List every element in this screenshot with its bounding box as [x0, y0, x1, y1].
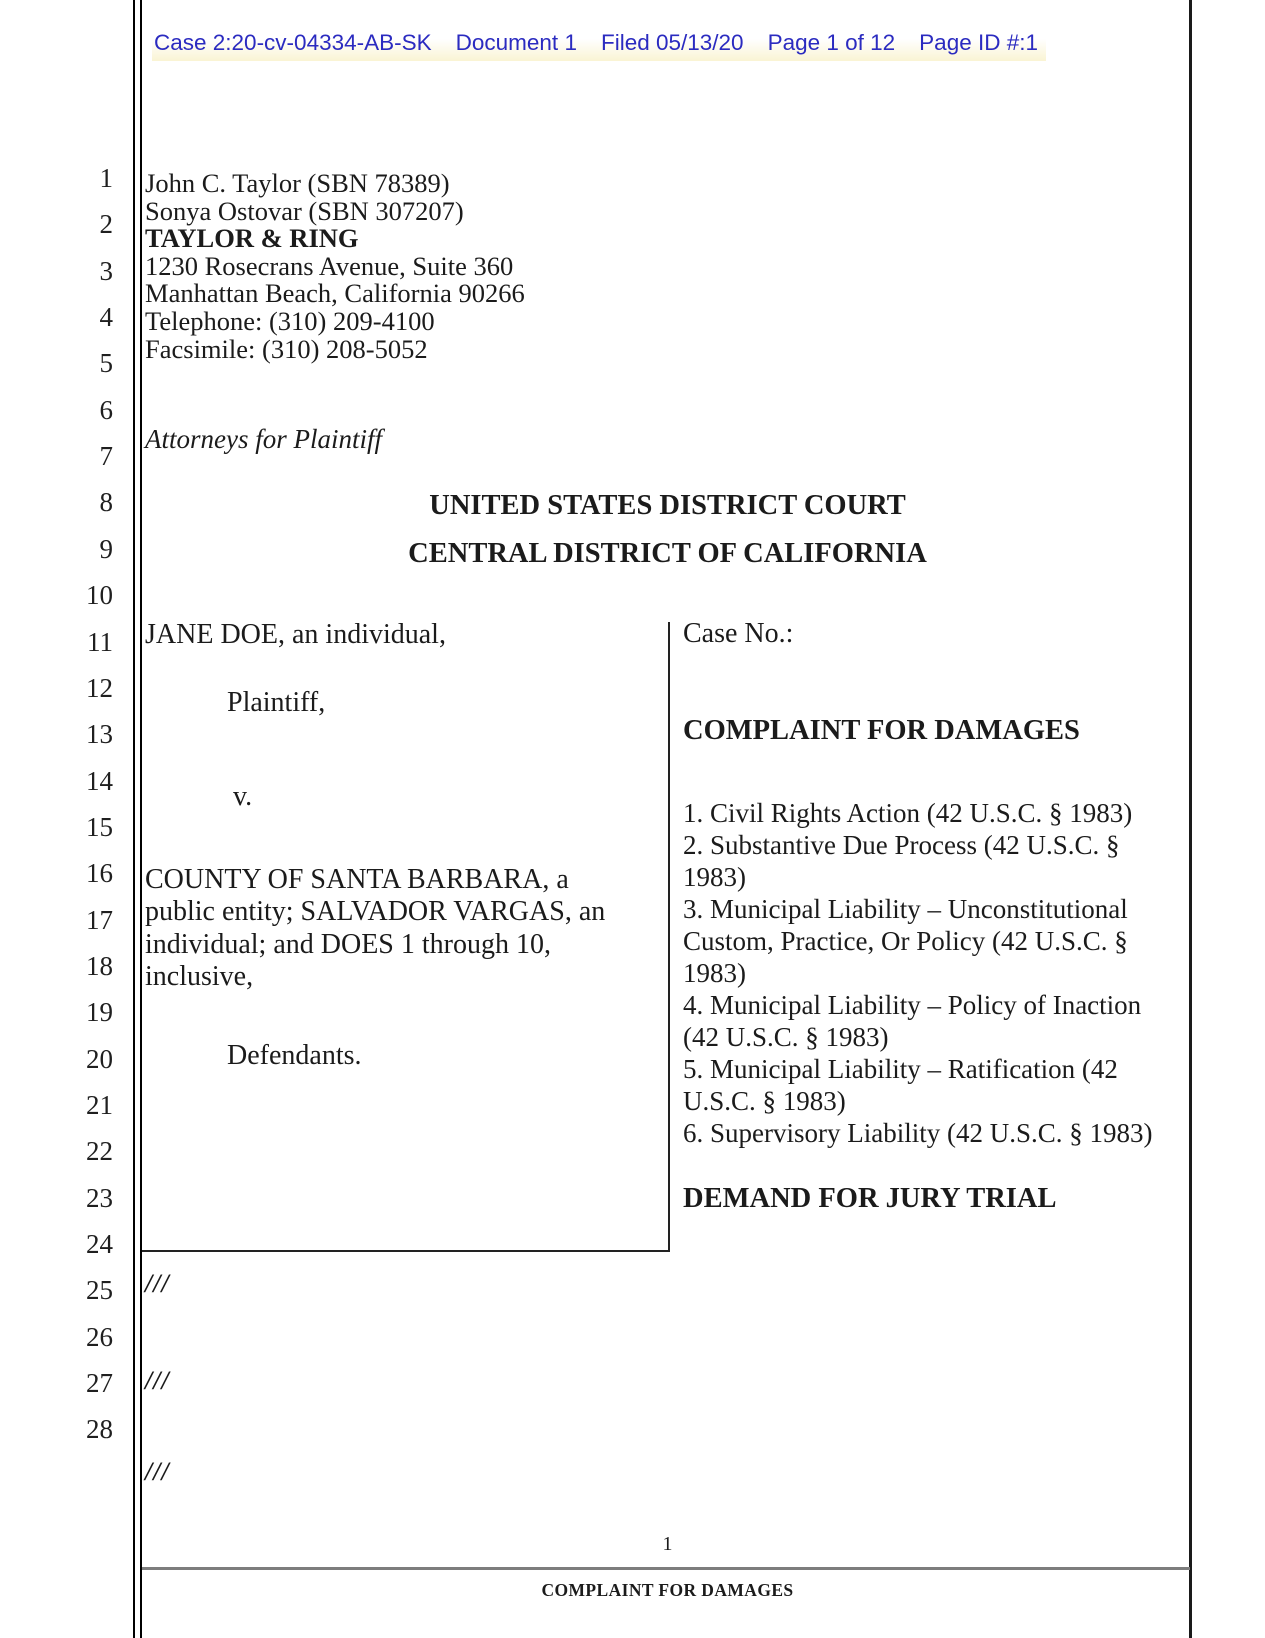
claims-line-8: (42 U.S.C. § 1983): [683, 1022, 889, 1052]
line-number-23: 23: [86, 1182, 113, 1213]
attorney-line-5: Manhattan Beach, California 90266: [145, 278, 525, 309]
claims-list: [683, 797, 1152, 1149]
line-number-7: 7: [99, 441, 113, 472]
attorney-line-2: Sonya Ostovar (SBN 307207): [145, 195, 464, 226]
claims-line-9: 5. Municipal Liability – Ratification (42: [683, 1054, 1118, 1084]
ecf-stamp-header: [152, 27, 1046, 61]
page-number: 1: [662, 1533, 673, 1555]
claims-line-3: 1983): [683, 862, 746, 892]
claims-line-5: Custom, Practice, Or Policy (42 U.S.C. §: [683, 926, 1128, 956]
line-number-column: [40, 0, 113, 1638]
ecf-header-segment-5: Page ID #:1: [919, 30, 1038, 55]
line-number-17: 17: [86, 904, 113, 935]
defendant-line-4: inclusive,: [145, 961, 254, 993]
caption-defendants-label: Defendants.: [227, 1040, 362, 1071]
right-margin-rule: [1189, 0, 1192, 1638]
line-number-26: 26: [86, 1321, 113, 1352]
line-number-24: 24: [86, 1229, 113, 1260]
ecf-header-segment-2: Document 1: [455, 30, 577, 55]
court-district-title: CENTRAL DISTRICT OF CALIFORNIA: [408, 538, 927, 569]
claims-line-11: 6. Supervisory Liability (42 U.S.C. § 1983): [683, 1118, 1153, 1148]
footer-document-title: COMPLAINT FOR DAMAGES: [541, 1580, 794, 1600]
claims-line-2: 2. Substantive Due Process (42 U.S.C. §: [683, 830, 1120, 860]
line-number-16: 16: [86, 858, 113, 889]
ecf-header-segment-3: Filed 05/13/20: [600, 30, 744, 55]
line-number-3: 3: [99, 255, 113, 286]
line-number-20: 20: [86, 1043, 113, 1074]
line-number-12: 12: [86, 672, 113, 703]
line-number-14: 14: [86, 765, 113, 796]
line-number-2: 2: [99, 209, 113, 240]
defendant-line-1: COUNTY OF SANTA BARBARA, a: [145, 864, 569, 895]
left-margin-double-rule: [133, 0, 142, 1638]
attorney-line-3: TAYLOR & RING: [145, 223, 359, 254]
caption-plaintiff-label: Plaintiff,: [227, 687, 326, 718]
caption-plaintiff-name: JANE DOE, an individual,: [145, 619, 446, 650]
line-number-22: 22: [86, 1136, 113, 1167]
attorney-address-block: [145, 170, 525, 363]
line-number-10: 10: [86, 580, 113, 611]
attorney-line-4: 1230 Rosecrans Avenue, Suite 360: [145, 250, 514, 281]
line-number-18: 18: [86, 950, 113, 981]
caption-divider-rule: [668, 622, 670, 1250]
case-number-label: Case No.:: [683, 618, 794, 649]
attorney-line-1: John C. Taylor (SBN 78389): [145, 168, 450, 198]
caption-versus: v.: [233, 781, 253, 812]
line-number-6: 6: [99, 394, 113, 425]
placeholder-slashes-2: ///: [145, 1366, 170, 1395]
line-number-21: 21: [86, 1090, 113, 1120]
footer-rule: [142, 1567, 1190, 1570]
claims-line-7: 4. Municipal Liability – Policy of Inaction: [683, 990, 1142, 1020]
line-number-9: 9: [99, 533, 113, 564]
line-number-25: 25: [86, 1275, 113, 1306]
attorney-line-6: Telephone: (310) 209-4100: [145, 305, 435, 336]
line-number-15: 15: [86, 811, 113, 842]
placeholder-slashes-3: ///: [145, 1457, 170, 1486]
placeholder-slashes-1: ///: [145, 1269, 170, 1298]
defendant-line-3: individual; and DOES 1 through 10,: [145, 928, 551, 960]
court-title: UNITED STATES DISTRICT COURT: [429, 490, 906, 521]
attorney-line-7: Facsimile: (310) 208-5052: [145, 333, 428, 364]
jury-demand-title: DEMAND FOR JURY TRIAL: [683, 1183, 1057, 1214]
claims-line-4: 3. Municipal Liability – Unconstitutional: [683, 894, 1128, 924]
caption-bottom-rule: [142, 1250, 670, 1252]
ecf-header-segment-1: Case 2:20-cv-04334-AB-SK: [154, 30, 432, 55]
line-number-4: 4: [99, 302, 113, 333]
defendant-line-2: public entity; SALVADOR VARGAS, an: [145, 896, 606, 928]
line-number-5: 5: [99, 348, 113, 379]
complaint-title: COMPLAINT FOR DAMAGES: [683, 715, 1080, 746]
caption-defendant-names: [145, 864, 605, 994]
line-number-1: 1: [99, 163, 113, 193]
line-number-27: 27: [86, 1368, 113, 1399]
line-number-28: 28: [86, 1414, 113, 1445]
claims-line-10: U.S.C. § 1983): [683, 1086, 846, 1116]
ecf-header-segment-4: Page 1 of 12: [767, 30, 896, 55]
line-number-8: 8: [99, 487, 113, 518]
attorneys-for-plaintiff-line: Attorneys for Plaintiff: [145, 424, 382, 454]
line-number-13: 13: [86, 719, 113, 750]
claims-line-6: 1983): [683, 958, 746, 988]
line-number-11: 11: [87, 626, 113, 657]
line-number-19: 19: [86, 997, 113, 1028]
claims-line-1: 1. Civil Rights Action (42 U.S.C. § 1983): [683, 798, 1133, 828]
